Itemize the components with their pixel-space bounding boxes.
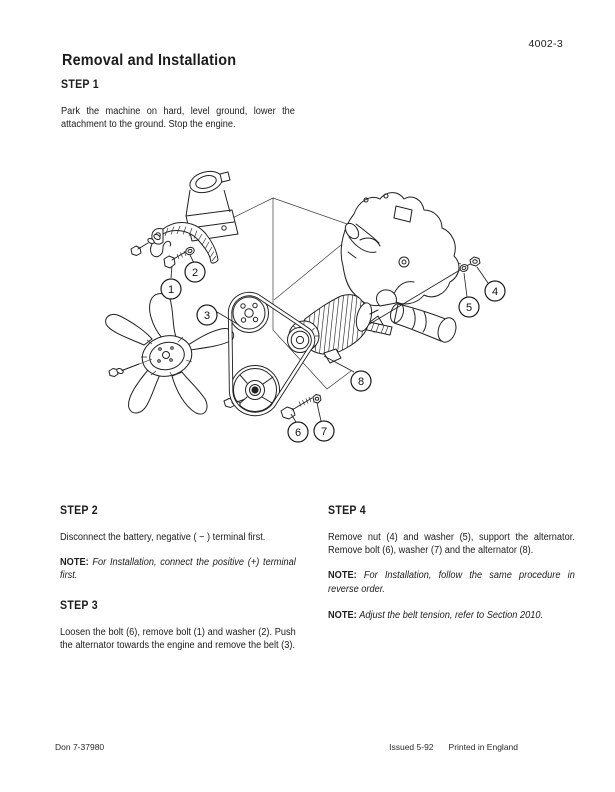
callout-8 [351,371,371,391]
nut-4 [470,257,480,266]
callout-1-label: 1 [167,283,175,296]
callout-7 [314,421,334,441]
step4-note-1-label: NOTE: [328,570,357,582]
callout-2 [185,262,205,282]
footer-issued: Issued 5-92 [389,742,434,752]
left-column [60,505,296,664]
step3-body: Loosen the bolt (6), remove bolt (1) and washer (2). Push the alternator towards the engine and remove the belt (3). [60,626,296,651]
bolt-1 [164,251,187,268]
right-column [328,505,575,635]
step2-note [60,556,296,582]
page-title: Removal and Installation [62,52,237,69]
washer-5 [459,264,469,273]
callout-2-label: 2 [191,266,199,279]
exploded-view-svg [0,150,615,470]
step3-heading: STEP 3 [60,599,98,612]
footer-doc-code: Don 7-37980 [55,742,105,752]
washer-2 [185,246,196,256]
callout-7-label: 7 [320,425,328,438]
step4-body: Remove nut (4) and washer (5), support the alternator. Remove bolt (6), washer (7) and the alternator (8). [328,532,575,557]
step2-note-label: NOTE: [60,557,89,569]
step4-note-1 [328,569,575,595]
callout-3-label: 3 [203,309,211,322]
step1-section [61,79,295,143]
callout-5 [459,297,479,317]
callout-6 [288,422,308,442]
exploded-view-figure [0,150,615,470]
callout-5-label: 5 [465,301,473,314]
callout-4-label: 4 [491,285,499,298]
page-footer [55,742,518,752]
step1-heading: STEP 1 [61,79,99,91]
step4-note-2-label: NOTE: [328,609,357,621]
step2-note-text: For Installation, connect the positive (+) terminal first. [60,557,296,582]
callout-8-label: 8 [357,375,365,388]
callout-1 [161,279,181,299]
step1-body: Park the machine on hard, level ground, lower the attachment to the ground. Stop the engine. [61,106,295,131]
step4-note-2 [328,609,575,622]
step4-note-1-text: For Installation, follow the same procedure in reverse order. [328,570,575,595]
bolt-6 [281,397,312,419]
step2-heading: STEP 2 [60,505,98,517]
step2-body: Disconnect the battery, negative ( − ) terminal first. [60,532,266,543]
callout-6-label: 6 [294,426,302,439]
step4-note-2-text: Adjust the belt tension, refer to Section 2010. [359,609,544,621]
nut-7 [313,395,321,404]
page-number: 4002-3 [528,38,563,50]
water-pump-assembly [131,168,238,268]
callout-3 [197,305,217,325]
footer-printed: Printed in England [448,742,518,752]
step4-heading: STEP 4 [328,505,366,517]
clip-wire-assembly [131,233,171,256]
callout-4 [485,281,505,301]
